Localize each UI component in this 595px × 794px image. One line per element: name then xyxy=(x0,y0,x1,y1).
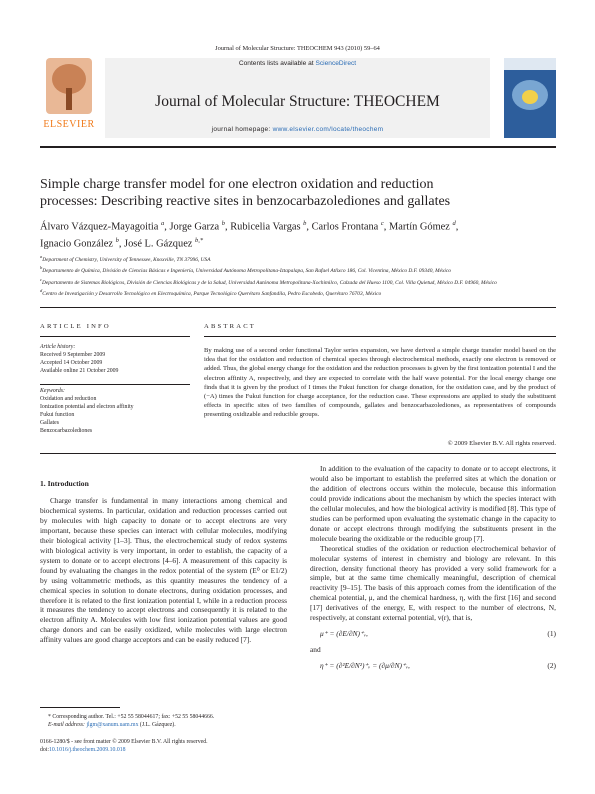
header-rule xyxy=(40,146,556,148)
doi-link[interactable]: 10.1016/j.theochem.2009.10.018 xyxy=(49,747,126,754)
paragraph: Charge transfer is fundamental in many interactions among chemical and biochemical systems. In particular, oxidation and reduction processes carried out by molecules with high capacity to donate or to accept electrons are very important, because these species can interact with cellular molecules, modifying their biological activity [1–3]. Thus, the electrochemical study of redox systems with biological activity is very important, in order to establish, the capacity of a system to donate or to accept electrons [4–6]. A measurement of this capacity is found by evaluating the changes in the redox potential of the system (E⁰ or E1/2) by using voltammetric methods, as this quantity measures the tendency of a chemical species in solution to donate electrons, during oxidation processes, and therefore it is related to the first ionization potential I, while in a reduction process it measures the tendency to accept electrons and consequently it is related to the electron affinity A. Molecules with low first ionization potential values are good charge donors and can be easily oxidized, while molecules with large electron affinity values are good charge acceptors and can be easily reduced [7]. xyxy=(40,496,287,645)
author-affiliation-mark: b xyxy=(115,237,119,245)
author-name: Jorge Garza xyxy=(169,221,220,233)
elsevier-wordmark: ELSEVIER xyxy=(43,119,95,130)
footnote-rule xyxy=(40,707,120,708)
body-column-right xyxy=(310,464,556,675)
article-title: Simple charge transfer model for one electron oxidation and reduction processes: Describing reactive sites in benzocarbazolediones and gallates xyxy=(40,177,451,209)
author-list: Álvaro Vázquez-Mayagoitia $^a$, Jorge Garza $^b$, Rubicelia Vargas $^b$, Carlos Frontana $^c$, Martín Gómez $^d$, Ignacio González $^b$, José L. Gázquez $^{b,*}$ xyxy=(40,220,459,250)
paragraph: In addition to the evaluation of the capacity to donate or to accept electrons, it would also be important to establish the preferred sites at which the donation or the addition of electrons occurs within the molecule, because this information could provide indications about the mechanism by which the species interact with the cellular molecules, and how the biological activity is modified [8]. This type of studies can be performed upon evaluating the systematic change in the capacity to donate or accept electrons through modifying the substituents present in the molecule bearing the oxidizable or the reducible group [7]. xyxy=(310,464,556,543)
and-text: and xyxy=(310,645,321,655)
issn-line: 0166-1280/$ - see front matter © 2009 Elsevier B.V. All rights reserved. doi:10.1016/j.theochem.2009.10.018 xyxy=(40,739,208,754)
article-history: Article history: Received 9 September 2009 Accepted 14 October 2009 Available online 21 October 2009 xyxy=(40,344,119,374)
author-affiliation-mark: b xyxy=(303,220,307,227)
equation-1: μ⁺ = (∂E/∂N)⁺ᵥ, (1) xyxy=(320,629,556,639)
author-affiliation-mark: d xyxy=(452,220,456,227)
affiliation-item: $^d$Centro de Investigación y Desarrollo Tecnológico en Electroquímica, Parque Tecnológico Querétaro Sanfandila, Pedro Escobedo, Querétaro 76703, México xyxy=(40,288,382,297)
author-name: Álvaro Vázquez-Mayagoitia xyxy=(40,221,159,233)
footnote: * Corresponding author. Tel.: +52 55 58044617; fax: +52 55 58044666. E-mail address: jlgm@xanum.uam.mx (J.L. Gázquez). xyxy=(48,714,215,729)
divider xyxy=(40,307,556,308)
body-column-left xyxy=(40,496,287,645)
author-name: José L. Gázquez xyxy=(124,238,193,250)
running-head: Journal of Molecular Structure: THEOCHEM 943 (2010) 59–64 xyxy=(215,45,380,52)
journal-homepage: journal homepage: www.elsevier.com/locate/theochem xyxy=(211,126,384,133)
author-affiliation-mark: b,* xyxy=(195,237,204,245)
author-name: Carlos Frontana xyxy=(311,221,379,233)
sciencedirect-link[interactable]: ScienceDirect xyxy=(315,60,357,67)
author-affiliation-mark: c xyxy=(380,220,384,227)
section-heading: 1. Introduction xyxy=(40,479,89,488)
divider xyxy=(40,453,556,454)
divider xyxy=(204,336,556,337)
divider xyxy=(40,336,190,337)
keywords: Keywords: Oxidation and reduction Ionization potential and electron affinity Fukui function Gallates Benzocarbazolediones xyxy=(40,388,134,434)
journal-title: Journal of Molecular Structure: THEOCHEM xyxy=(155,93,440,110)
equation-2: η⁺ = (∂²E/∂N²)⁺ᵥ = (∂μ/∂N)⁺ᵥ, (2) xyxy=(320,661,556,671)
copyright: © 2009 Elsevier B.V. All rights reserved. xyxy=(447,440,556,447)
tree-icon xyxy=(46,58,92,114)
paragraph: Theoretical studies of the oxidation or reduction electrochemical behavior of molecular systems of interest in chemistry and biology are relevant. In this direction, density functional theory has provided a very solid framework for a simple, but at the same time chemically meaningful, description of chemical reactivity [9–15]. The basis of this approach comes from the identification of the chemical potential, μ, and the chemical hardness, η, with the first [16] and second [17] derivatives of the energy, E, with respect to the number of electrons, N, respectively, at constant external potential, v(r), that is, xyxy=(310,543,556,623)
journal-cover-image[interactable] xyxy=(504,58,556,138)
contents-line: Contents lists available at ScienceDirect xyxy=(238,60,357,67)
email-link[interactable]: jlgm@xanum.uam.mx xyxy=(86,722,139,729)
affiliations xyxy=(40,253,556,299)
abstract-text: By making use of a second order functional Taylor series expansion, we have derived a simple charge transfer model based on the idea that for the oxidation and reduction of chemical species through electrochemical methods, exactly one electron is removed or added. Thus, the global energy change for the oxidation and the reduction processes is given by the first ionization potential I and the electron affinity A, respectively, and they are expected to correlate with the half wave potential. For the local energy change one finds that it is given by the product of I times the Fukui function for charge donation, for the oxidation case, and by the product of (−A) times the Fukui function for charge acceptance, for the reduction case. These expressions are applied to study the substituent effects in specific sites of two families of compounds, gallates and benzocarbazolediones, as representatives of compounds presenting oxidizable and reducible groups. xyxy=(204,347,556,419)
author-name: Martín Gómez xyxy=(389,221,450,233)
article-info-heading: ARTICLE INFO xyxy=(40,323,111,330)
author-affiliation-mark: b xyxy=(221,220,226,227)
author-name: Rubicelia Vargas xyxy=(230,221,301,233)
abstract-heading: ABSTRACT xyxy=(204,323,257,330)
affiliation-item: $^a$Department of Chemistry, University of Tennessee, Knoxville, TN 37996, USA xyxy=(40,254,211,263)
author-affiliation-mark: a xyxy=(161,220,165,227)
homepage-link[interactable]: www.elsevier.com/locate/theochem xyxy=(272,126,384,133)
affiliation-item: $^c$Departamento de Sistemas Biológicos, División de Ciencias Biológicas y de la Salud, Universidad Autónoma Metropolitana-Xochimilco, Calzada del Hueso 1100, Col. Villa Quietud, México D.F. 04960, México xyxy=(40,276,497,286)
affiliation-item: $^b$Departamento de Química, División de Ciencias Básicas e Ingeniería, Universidad Autónoma Metropolitana-Iztapalapa, San Rafael Atlixco 186, Col. Vicentina, México D.F. 09340, México xyxy=(40,265,451,275)
author-name: Ignacio González xyxy=(40,238,113,250)
elsevier-logo[interactable] xyxy=(38,58,100,138)
